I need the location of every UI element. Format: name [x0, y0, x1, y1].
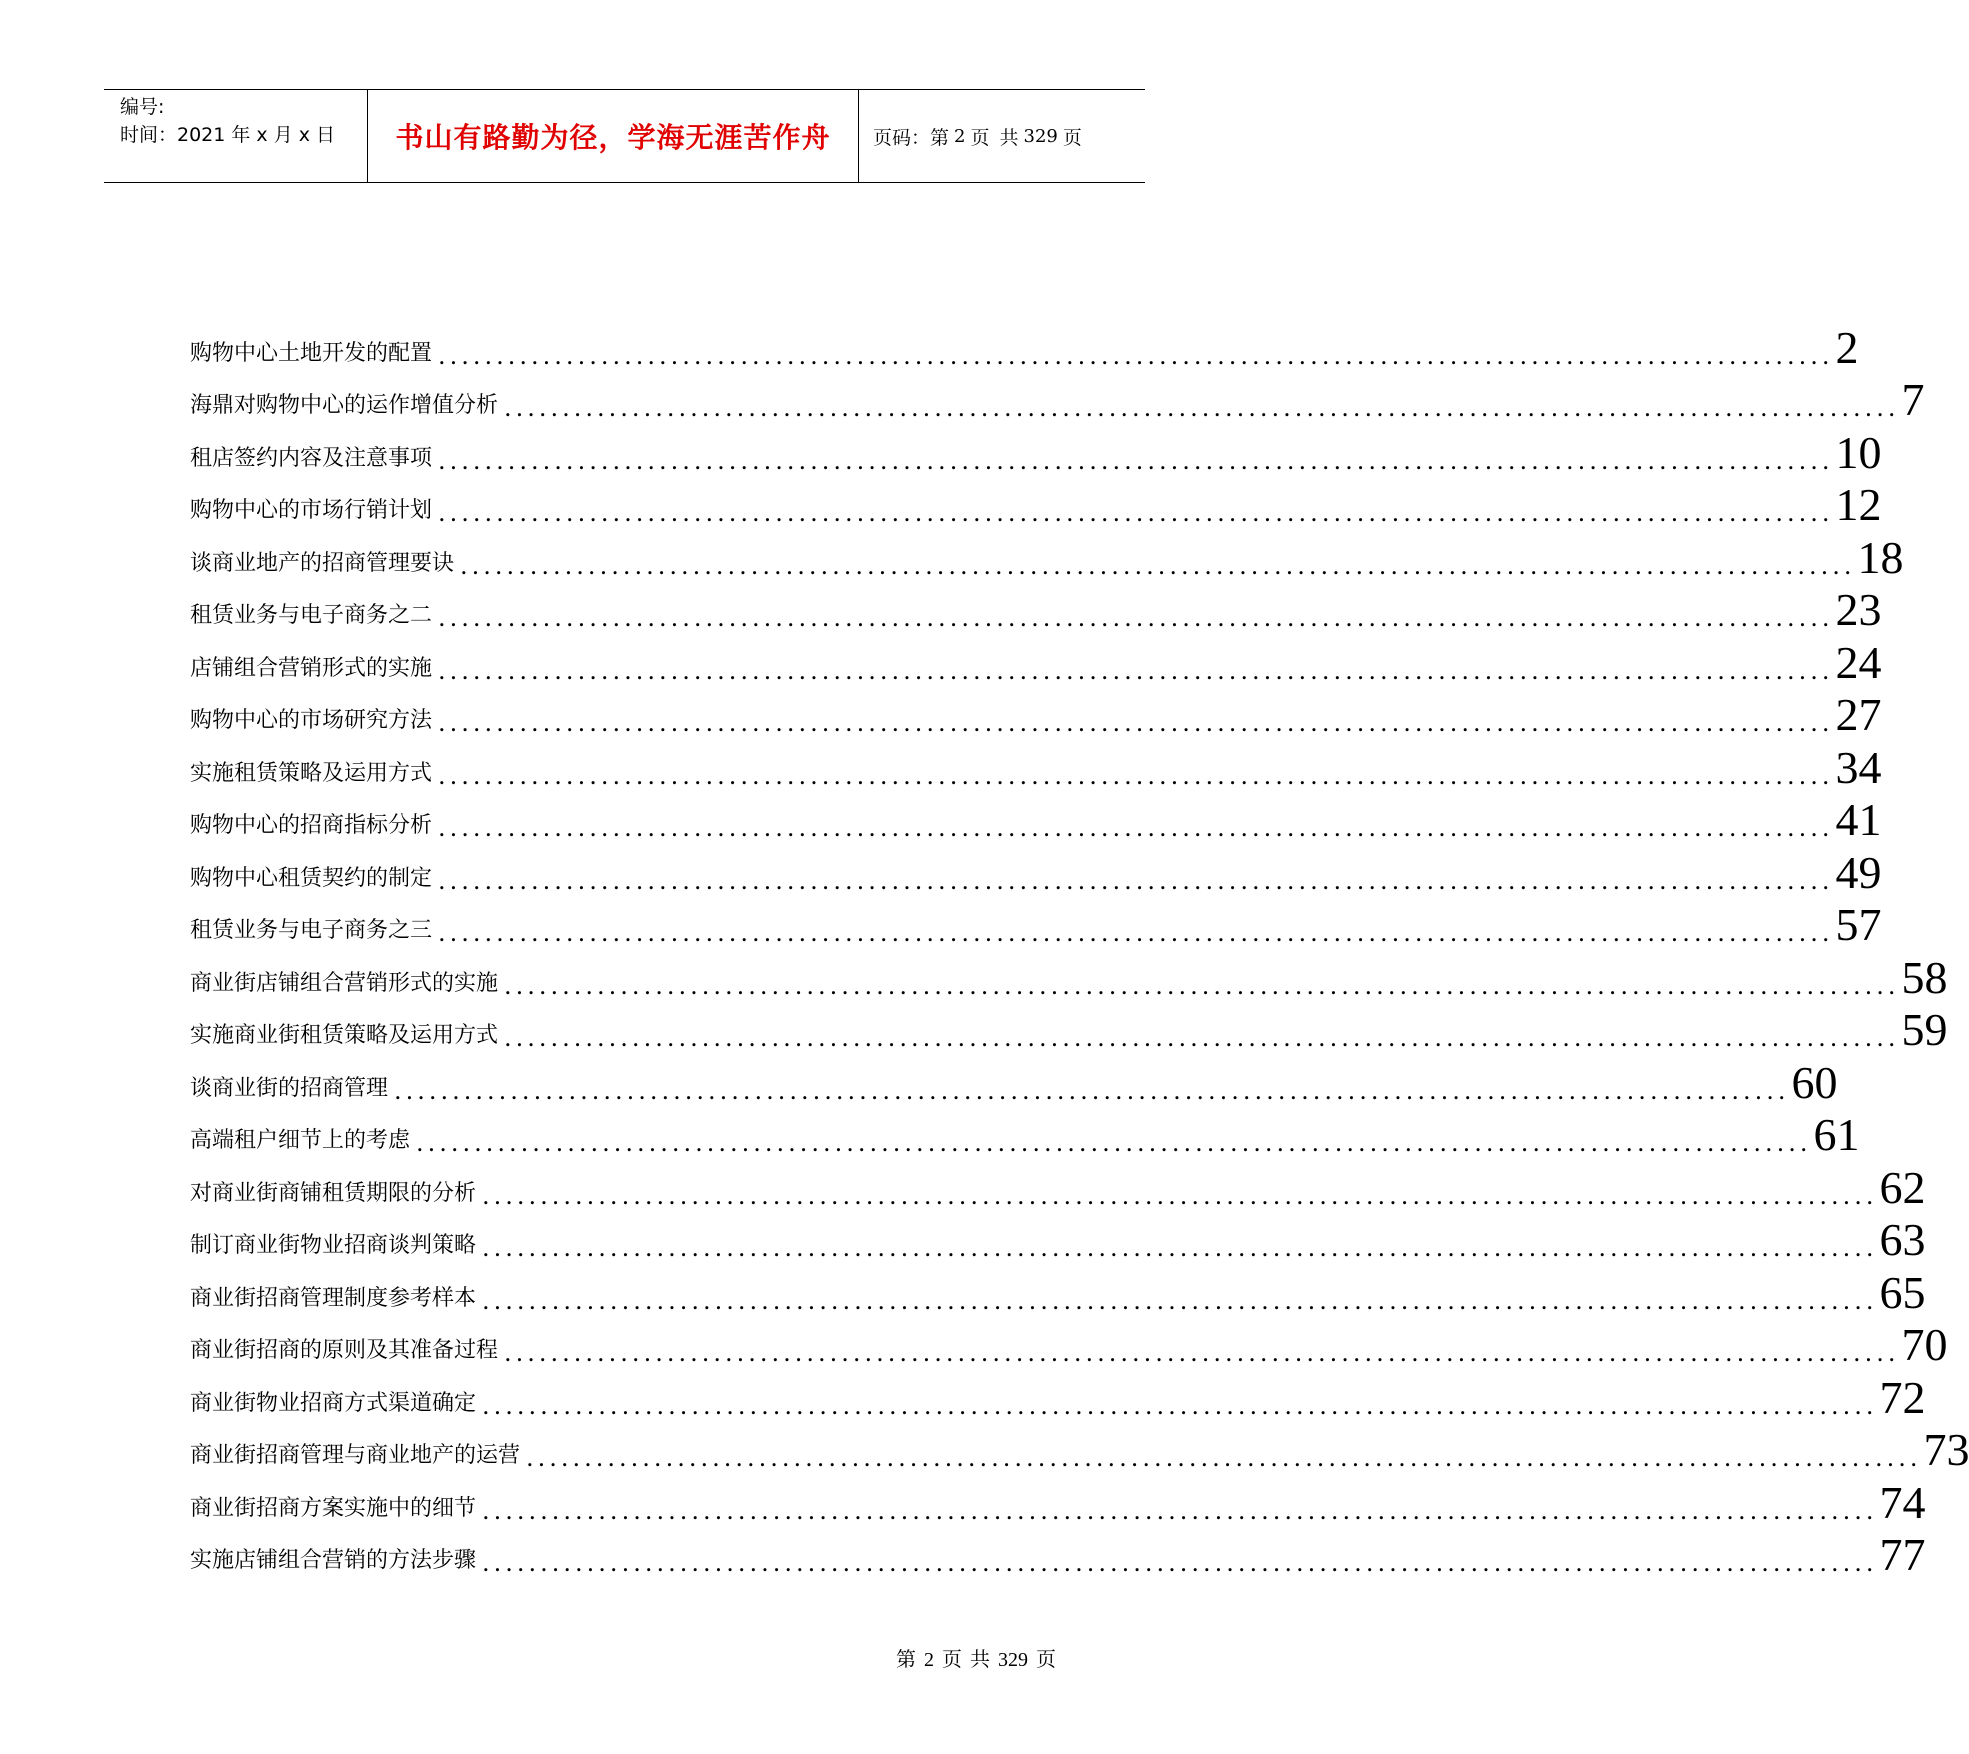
page-unit: 页: [970, 126, 990, 149]
toc-entry-page: 70: [1901, 1319, 1948, 1370]
toc-entry[interactable]: [190, 581, 1882, 635]
toc-entry[interactable]: [190, 843, 1882, 898]
toc-leader-dots: ........................................................................................................................: [438, 604, 1834, 632]
toc-entry-page: 41: [1835, 794, 1882, 845]
toc-entry[interactable]: [190, 318, 1859, 373]
toc-entry-page: 2: [1835, 321, 1859, 373]
toc-entry[interactable]: [190, 738, 1882, 793]
page-header: [104, 89, 1145, 183]
toc-entry[interactable]: [190, 948, 1948, 1003]
toc-entry-title: 谈商业街的招商管理: [190, 1075, 389, 1101]
toc-entry-page: 7: [1901, 374, 1925, 425]
toc-entry-page: 59: [1901, 1004, 1948, 1055]
toc-entry-title: 商业街招商方案实施中的细节: [190, 1495, 477, 1521]
toc-entry-page: 73: [1923, 1424, 1969, 1475]
toc-entry-page: 10: [1835, 426, 1882, 478]
toc-leader-dots: ........................................................................................................................: [504, 1339, 1900, 1367]
toc-entry-title: 购物中心的市场研究方法: [190, 708, 433, 733]
toc-leader-dots: ........................................................................................................................: [394, 1076, 1790, 1105]
toc-entry-title: 购物中心的招商指标分析: [190, 813, 433, 838]
page-current: 2: [954, 125, 966, 147]
toc-entry-page: 27: [1835, 689, 1882, 740]
toc-entry-title: 租赁业务与电子商务之二: [190, 603, 433, 628]
toc-entry[interactable]: [190, 1473, 1926, 1528]
toc-leader-dots: ........................................................................................................................: [416, 1129, 1812, 1157]
toc-leader-dots: ........................................................................................................................: [482, 1286, 1878, 1315]
toc-entry-title: 实施商业街租赁策略及运用方式: [190, 1023, 499, 1048]
toc-leader-dots: ........................................................................................................................: [504, 394, 1900, 422]
toc-leader-dots: ........................................................................................................................: [504, 1024, 1900, 1052]
toc-entry-page: 62: [1879, 1161, 1926, 1213]
header-page-info: [859, 90, 1145, 182]
toc-leader-dots: ........................................................................................................................: [482, 1234, 1878, 1262]
toc-entry-title: 购物中心土地开发的配置: [190, 340, 433, 366]
toc-entry-title: 商业街店铺组合营销形式的实施: [190, 970, 499, 996]
toc-entry-page: 77: [1879, 1529, 1926, 1580]
page-label: 页码：第: [873, 126, 950, 149]
header-motto: 书山有路勤为径，学海无涯苦作舟: [368, 90, 859, 182]
toc-leader-dots: ........................................................................................................................: [438, 446, 1834, 475]
page-footer: [892, 1643, 1060, 1672]
page-total-prefix: 共: [999, 126, 1019, 149]
toc-leader-dots: ........................................................................................................................: [482, 1496, 1878, 1525]
toc-leader-dots: ........................................................................................................................: [438, 499, 1834, 527]
toc-leader-dots: ........................................................................................................................: [438, 919, 1834, 947]
toc-leader-dots: ........................................................................................................................: [526, 1444, 1922, 1472]
toc-leader-dots: ........................................................................................................................: [438, 761, 1834, 790]
toc-entry[interactable]: [190, 686, 1882, 740]
page-total: 329: [1023, 125, 1058, 147]
toc-entry-title: 实施租赁策略及运用方式: [190, 760, 433, 786]
toc-entry-page: 18: [1857, 531, 1904, 583]
toc-entry[interactable]: [190, 896, 1882, 950]
table-of-contents: [190, 318, 1969, 1580]
toc-leader-dots: ........................................................................................................................: [482, 1391, 1878, 1420]
toc-entry[interactable]: [190, 633, 1882, 688]
toc-entry-page: 65: [1879, 1266, 1926, 1318]
toc-entry[interactable]: [190, 423, 1882, 478]
toc-leader-dots: ........................................................................................................................: [438, 341, 1834, 370]
footer-total: 329: [998, 1649, 1028, 1671]
toc-leader-dots: ........................................................................................................................: [482, 1549, 1878, 1577]
toc-entry[interactable]: [190, 1421, 1969, 1475]
toc-entry-title: 对商业街商铺租赁期限的分析: [190, 1180, 477, 1206]
toc-entry[interactable]: [190, 476, 1882, 530]
footer-current: 2: [924, 1649, 934, 1671]
toc-entry-title: 店铺组合营销形式的实施: [190, 655, 433, 681]
toc-entry[interactable]: [190, 1368, 1926, 1423]
toc-entry[interactable]: [190, 1053, 1838, 1108]
toc-leader-dots: ........................................................................................................................: [504, 971, 1900, 1000]
toc-entry-title: 购物中心租赁契约的制定: [190, 865, 433, 891]
toc-entry-page: 23: [1835, 584, 1882, 635]
toc-entry[interactable]: [190, 1158, 1926, 1213]
toc-entry-page: 72: [1879, 1371, 1926, 1423]
toc-entry-title: 实施店铺组合营销的方法步骤: [190, 1548, 477, 1573]
toc-leader-dots: ........................................................................................................................: [438, 656, 1834, 685]
toc-entry-page: 12: [1835, 479, 1882, 530]
footer-total-prefix: 共: [970, 1649, 990, 1671]
time-label: 时间：2021 年 x 月 x 日: [120, 124, 336, 146]
toc-entry-page: 58: [1901, 951, 1948, 1003]
toc-entry-title: 租店签约内容及注意事项: [190, 445, 433, 471]
toc-entry[interactable]: [190, 371, 1925, 425]
footer-unit: 页: [942, 1649, 962, 1671]
toc-leader-dots: ........................................................................................................................: [438, 709, 1834, 737]
toc-entry-page: 63: [1879, 1214, 1926, 1265]
page-total-unit: 页: [1062, 126, 1082, 149]
toc-entry-title: 商业街物业招商方式渠道确定: [190, 1390, 477, 1416]
footer-prefix: 第: [896, 1649, 916, 1671]
toc-entry-page: 34: [1835, 741, 1882, 793]
toc-entry-title: 购物中心的市场行销计划: [190, 498, 433, 523]
toc-entry-page: 74: [1879, 1476, 1926, 1528]
toc-entry-title: 高端租户细节上的考虑: [190, 1128, 411, 1153]
toc-entry[interactable]: [190, 1106, 1860, 1160]
toc-entry-title: 谈商业地产的招商管理要诀: [190, 550, 455, 576]
header-meta: [104, 90, 368, 182]
toc-entry-title: 制订商业街物业招商谈判策略: [190, 1233, 477, 1258]
toc-entry[interactable]: [190, 1316, 1948, 1370]
toc-entry-page: 57: [1835, 899, 1882, 950]
toc-entry-title: 租赁业务与电子商务之三: [190, 918, 433, 943]
serial-label: 编号:: [120, 96, 165, 118]
toc-entry-page: 24: [1835, 636, 1882, 688]
toc-entry-page: 60: [1791, 1056, 1838, 1108]
toc-entry[interactable]: [190, 1001, 1948, 1055]
toc-entry-page: 61: [1813, 1109, 1860, 1160]
toc-entry[interactable]: [190, 1526, 1926, 1580]
toc-entry[interactable]: [190, 528, 1904, 583]
toc-leader-dots: ........................................................................................................................: [460, 551, 1856, 580]
toc-entry[interactable]: [190, 1211, 1926, 1265]
toc-leader-dots: ........................................................................................................................: [482, 1181, 1878, 1210]
toc-entry-title: 商业街招商管理制度参考样本: [190, 1285, 477, 1311]
toc-leader-dots: ........................................................................................................................: [438, 814, 1834, 842]
toc-leader-dots: ........................................................................................................................: [438, 866, 1834, 895]
toc-entry[interactable]: [190, 1263, 1926, 1318]
toc-entry-page: 49: [1835, 846, 1882, 898]
toc-entry-title: 商业街招商管理与商业地产的运营: [190, 1443, 521, 1468]
footer-total-unit: 页: [1036, 1649, 1056, 1671]
toc-entry-title: 商业街招商的原则及其准备过程: [190, 1338, 499, 1363]
toc-entry-title: 海鼎对购物中心的运作增值分析: [190, 393, 499, 418]
toc-entry[interactable]: [190, 791, 1882, 845]
